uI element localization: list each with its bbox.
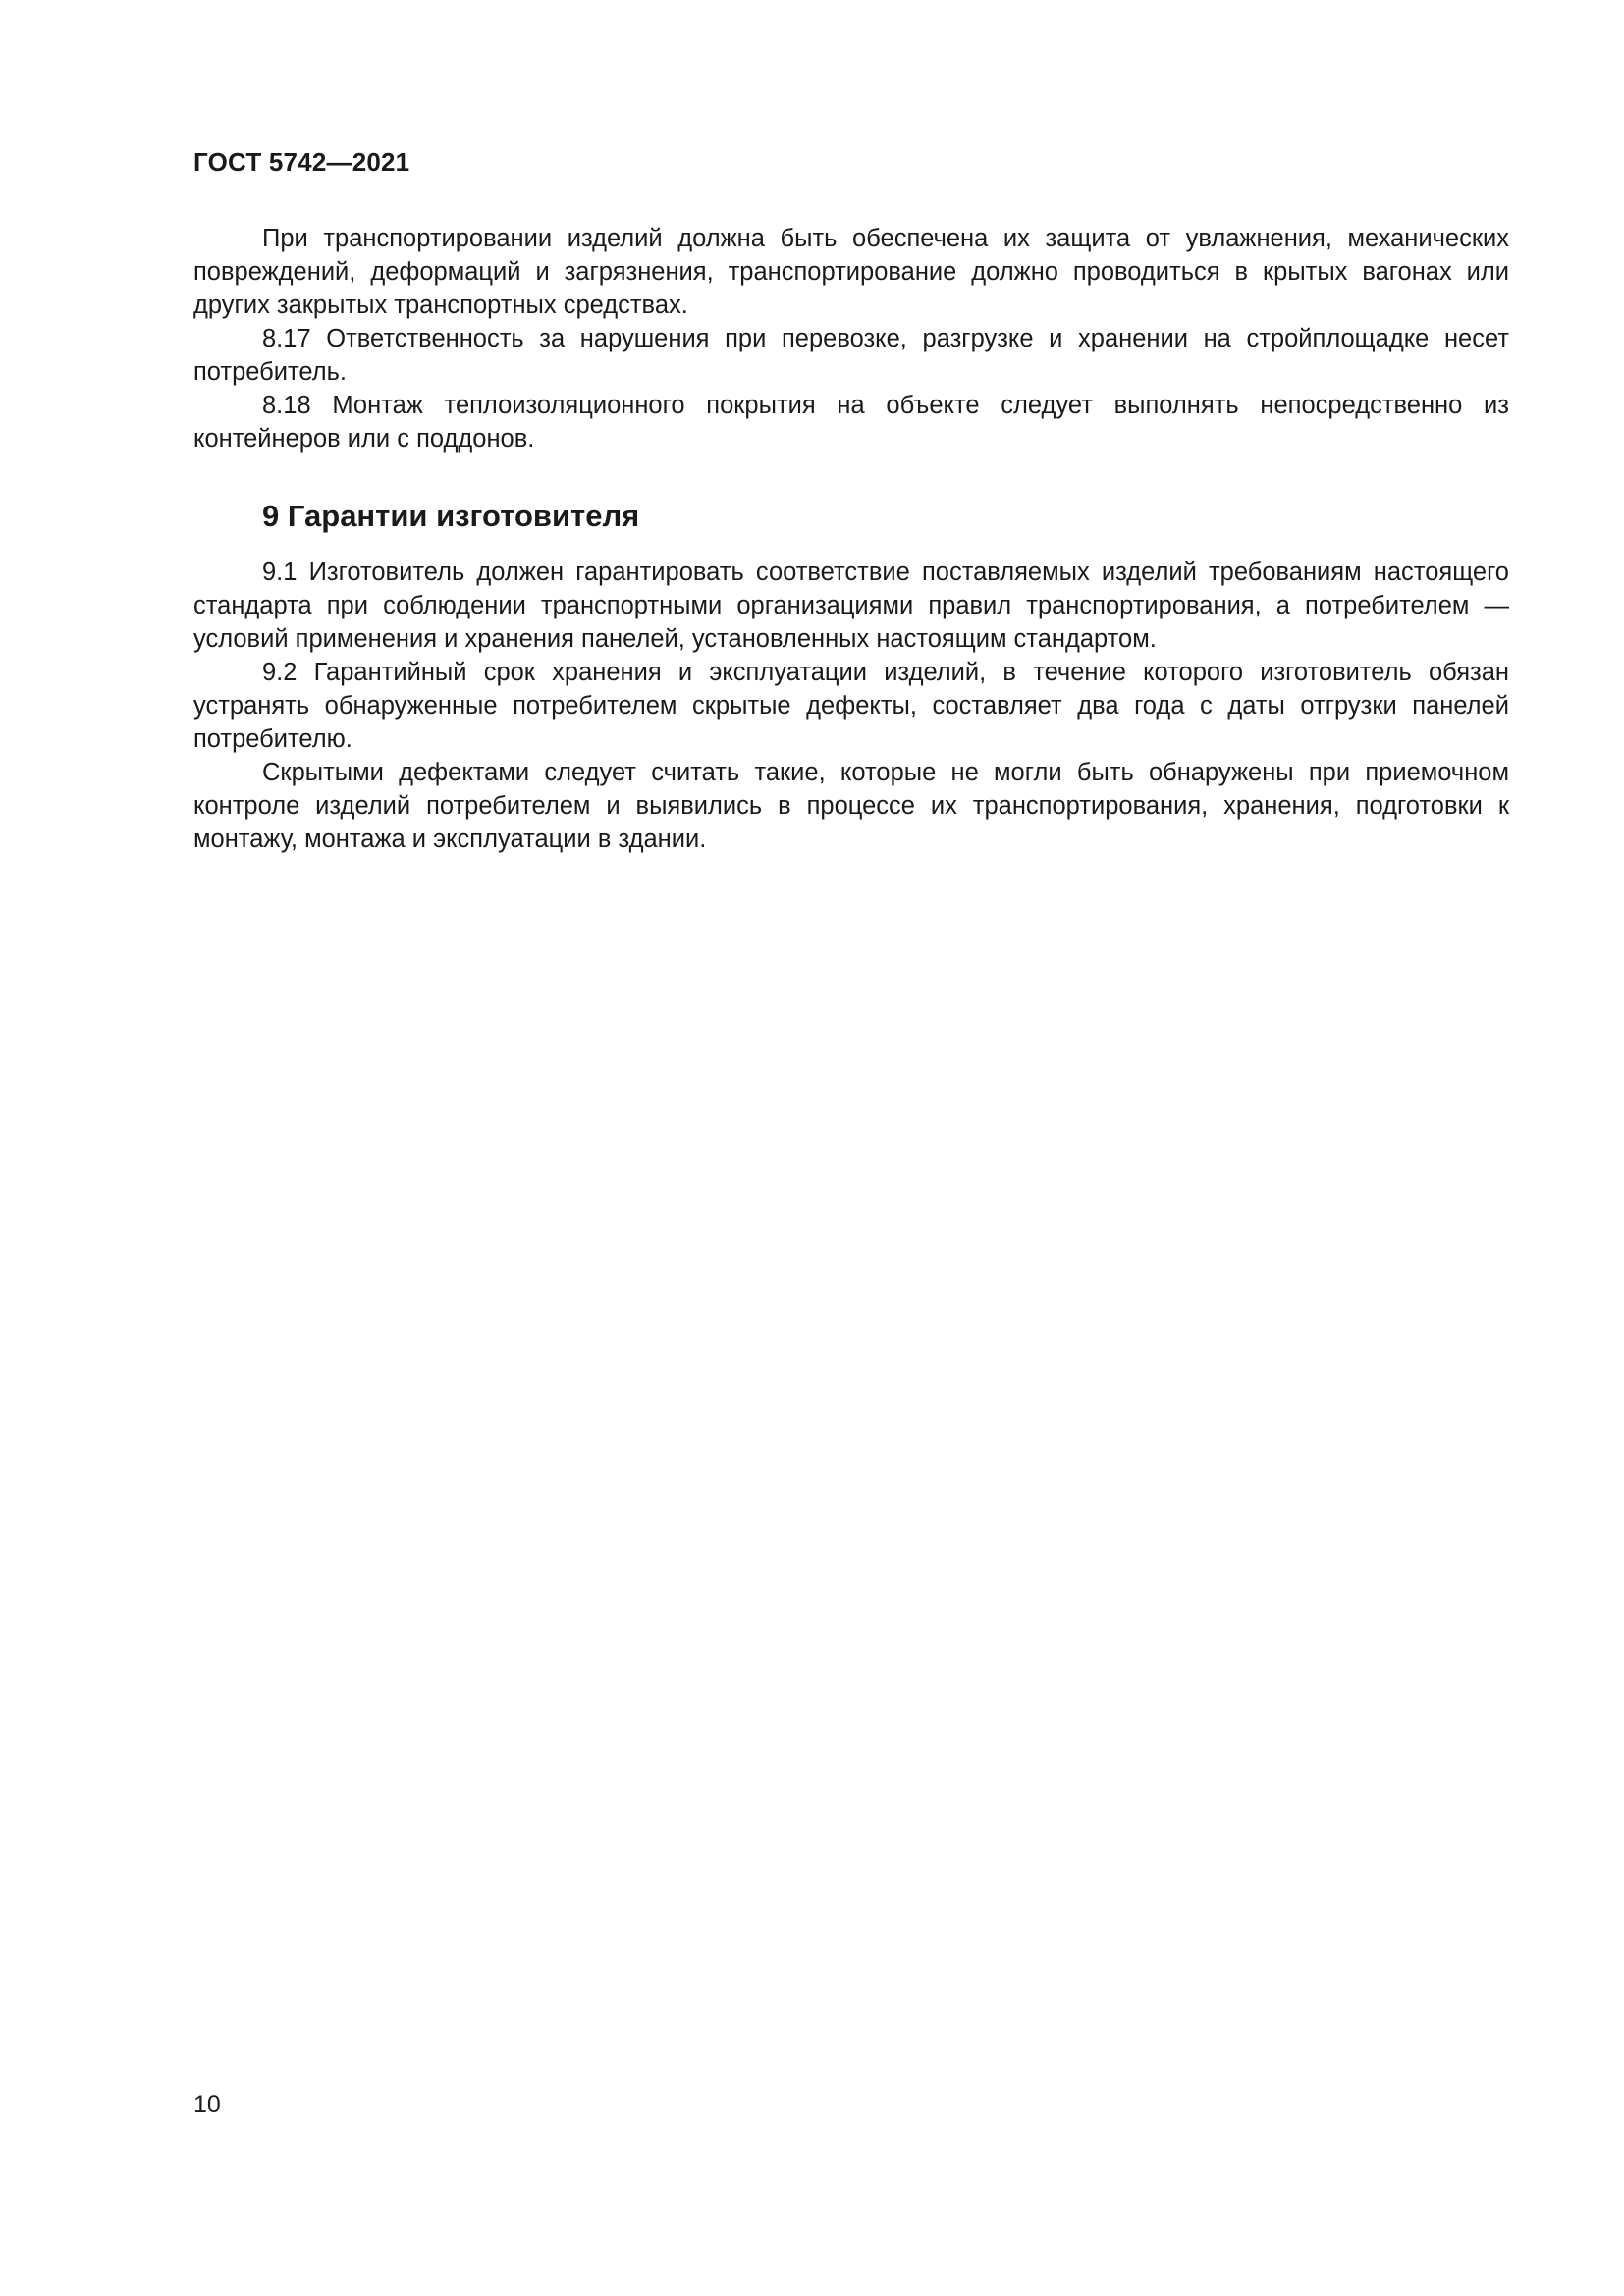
document-code-header: ГОСТ 5742—2021 xyxy=(193,147,410,177)
page-body xyxy=(193,222,1509,856)
page-number: 10 xyxy=(193,2091,221,2118)
section-8-continuation xyxy=(193,222,1509,455)
section-9-title: 9 Гарантии изготовителя xyxy=(262,499,640,533)
paragraph-8-17: 8.17 Ответственность за нарушения при перевозке, разгрузке и хранении на стройплощадке несет потребитель. xyxy=(193,325,1509,386)
paragraph-hidden-defects: Скрытыми дефектами следует считать такие, которые не могли быть обнаружены при приемочном контроле изделий потребителем и выявились в процессе их транспортирования, хранения, подготовки к монтажу, монтажа и эксплуатации в здании. xyxy=(193,759,1509,853)
paragraph-9-2: 9.2 Гарантийный срок хранения и эксплуатации изделий, в течение которого изготовитель обязан устранять обнаруженные потребителем скрытые дефекты, составляет два года с даты отгрузки панелей потребителю. xyxy=(193,659,1509,753)
paragraph-8-18: 8.18 Монтаж теплоизоляционного покрытия на объекте следует выполнять непосредственно из контейнеров или с поддонов. xyxy=(193,392,1509,453)
paragraph-transport-protection: При транспортировании изделий должна быть обеспечена их защита от увлажнения, механических повреждений, деформаций и загрязнения, транспортирование должно проводиться в крытых вагонах или других закрытых транспортных средствах. xyxy=(193,225,1509,319)
section-9-heading-wrap xyxy=(193,497,1509,536)
section-9-body xyxy=(193,556,1509,856)
paragraph-9-1: 9.1 Изготовитель должен гарантировать соответствие поставляемых изделий требованиям настоящего стандарта при соблюдении транспортными организациями правил транспортирования, а потребителем — условий применения и хранения панелей, установленных настоящим стандартом. xyxy=(193,559,1509,653)
